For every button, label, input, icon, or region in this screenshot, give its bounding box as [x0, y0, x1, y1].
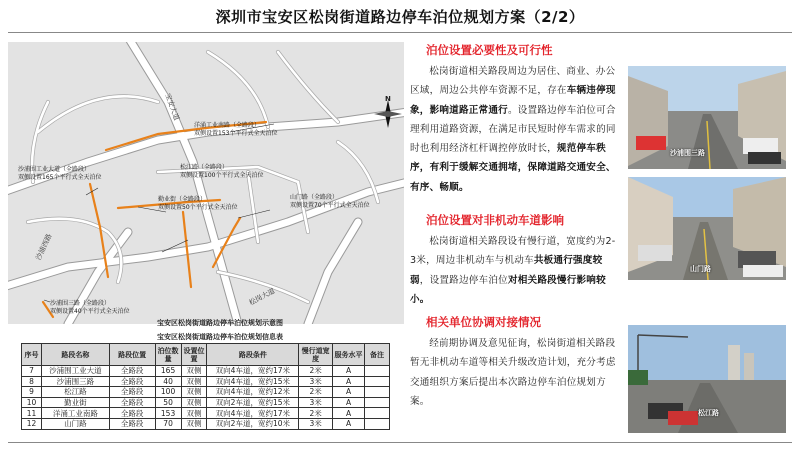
table-header: 路段位置	[109, 344, 155, 366]
table-cell: 9	[22, 387, 42, 398]
section-heading-coordination: 相关单位协调对接情况	[426, 315, 541, 329]
table-cell: 山门路	[41, 418, 109, 429]
table-cell: 双侧	[181, 408, 207, 419]
map-caption: 宝安区松岗街道路边停车泊位规划示意图	[157, 319, 283, 327]
table-cell	[365, 397, 390, 408]
bottom-divider	[8, 442, 792, 443]
table-cell: 100	[155, 387, 181, 398]
table-cell: 双侧	[181, 418, 207, 429]
table-cell: 全路段	[109, 366, 155, 377]
label-qinye: 勤业街（全路段） 双侧设置50个平行式全天泊位	[158, 196, 238, 211]
table-cell: 双侧	[181, 376, 207, 387]
table-cell: 全路段	[109, 418, 155, 429]
compass	[374, 100, 402, 128]
table-cell: 全路段	[109, 376, 155, 387]
table-cell: 双侧	[181, 387, 207, 398]
road-name-songgang: 松岗大道	[247, 286, 277, 308]
map-roads	[8, 42, 404, 324]
photo-caption: 山门路	[690, 265, 711, 273]
table-row	[22, 408, 390, 419]
table-cell: 2米	[299, 408, 333, 419]
table-cell: A	[333, 408, 365, 419]
table-cell: 双向4车道，宽约15米	[207, 376, 299, 387]
parking-info-table	[21, 343, 390, 430]
table-cell	[365, 418, 390, 429]
road-name-baoan: 宝安大道	[163, 92, 181, 122]
title-divider	[8, 32, 792, 33]
table-cell	[365, 366, 390, 377]
table-cell: A	[333, 366, 365, 377]
table-cell: 双向2车道，宽约15米	[207, 397, 299, 408]
body-text: 松岗街道相关路段周边为居住、商业、办公区域，周边公共停车资源不足，存在	[410, 66, 616, 97]
section-heading-nonmotor: 泊位设置对非机动车道影响	[426, 213, 564, 227]
table-cell: 11	[22, 408, 42, 419]
label-shapuwei-gongye: 沙浦围工业大道（全路段） 双侧设置165个平行式全天泊位	[18, 166, 102, 181]
table-cell: 全路段	[109, 397, 155, 408]
table-cell: 双向4车道，宽约17米	[207, 408, 299, 419]
table-cell: 全路段	[109, 387, 155, 398]
table-cell: 50	[155, 397, 181, 408]
table-header: 序号	[22, 344, 42, 366]
section-heading-necessity: 泊位设置必要性及可行性	[426, 43, 553, 57]
body-text: 松岗街道相关路段设有慢行道，宽度约为2-3米，周边非机动车与机动车	[410, 236, 616, 267]
table-cell: 沙浦围三路	[41, 376, 109, 387]
table-cell	[365, 408, 390, 419]
photo-songjiang	[628, 325, 786, 433]
table-cell: 70	[155, 418, 181, 429]
body-text: 经前期协调及意见征询，松岗街道相关路段暂无非机动车道等相关升级改造计划，充分考虑交通组织方案后提出本次路边停车泊位规划方案。	[410, 338, 616, 407]
table-cell: 165	[155, 366, 181, 377]
table-row	[22, 376, 390, 387]
road-name-shapuxi: 沙浦西路	[34, 232, 54, 262]
body-text: ，设置路边停车泊位	[419, 274, 508, 286]
table-header: 备注	[365, 344, 390, 366]
table-cell: 双向4车道，宽约12米	[207, 387, 299, 398]
table-row	[22, 366, 390, 377]
photo-shanmen	[628, 177, 786, 280]
photo-caption: 沙浦围三路	[670, 149, 705, 157]
table-cell: 3米	[299, 397, 333, 408]
section-body-necessity	[410, 62, 620, 197]
table-header: 慢行道宽度	[299, 344, 333, 366]
emphasis-text: 规范停车秩序，有利于缓解交通拥堵，保障道路交通安全、有序、畅顺。	[410, 143, 616, 193]
table-cell: 双侧	[181, 366, 207, 377]
table-cell: 双侧	[181, 397, 207, 408]
table-cell: A	[333, 376, 365, 387]
table-row	[22, 397, 390, 408]
table-header-row	[22, 344, 390, 366]
table-cell: 10	[22, 397, 42, 408]
emphasis-text: 对相关路段慢行影响较小。	[410, 274, 606, 305]
label-yangyong: 洋涌工业南路（全路段） 双侧设置153个平行式全天泊位	[194, 122, 278, 137]
section-body-coordination	[410, 334, 620, 411]
table-cell: 沙浦围工业大道	[41, 366, 109, 377]
table-cell	[365, 376, 390, 387]
table-cell: 153	[155, 408, 181, 419]
table-row	[22, 387, 390, 398]
table-cell: 40	[155, 376, 181, 387]
table-cell: 松江路	[41, 387, 109, 398]
table-header: 路段名称	[41, 344, 109, 366]
table-cell: 3米	[299, 418, 333, 429]
page-title: 深圳市宝安区松岗街道路边停车泊位规划方案（2/2）	[215, 8, 585, 26]
table-caption: 宝安区松岗街道路边停车泊位规划信息表	[157, 333, 283, 341]
section-body-nonmotor	[410, 232, 620, 309]
compass-north-label: N	[385, 95, 391, 103]
table-cell: A	[333, 418, 365, 429]
table-header: 设置位置	[181, 344, 207, 366]
table-cell: A	[333, 387, 365, 398]
table-row	[22, 418, 390, 429]
table-cell: 全路段	[109, 408, 155, 419]
table-header: 泊位数量	[155, 344, 181, 366]
table-cell: 双向4车道，宽约17米	[207, 366, 299, 377]
photo-shapuwei-3	[628, 66, 786, 169]
table-cell: 7	[22, 366, 42, 377]
label-shanmen: 山门路（全路段） 双侧设置70个平行式全天泊位	[290, 194, 370, 209]
photo-caption: 松江路	[698, 409, 719, 417]
table-cell: 8	[22, 376, 42, 387]
table-cell: A	[333, 397, 365, 408]
table-header: 路段条件	[207, 344, 299, 366]
table-cell: 3米	[299, 376, 333, 387]
table-cell: 12	[22, 418, 42, 429]
table-cell: 洋涌工业南路	[41, 408, 109, 419]
table-cell	[365, 387, 390, 398]
table-header: 服务水平	[333, 344, 365, 366]
table-cell: 勤业街	[41, 397, 109, 408]
label-shapuwei-3: 沙浦围三路（全路段） 双侧设置40个平行式全天泊位	[50, 300, 130, 315]
emphasis-text: 共板通行强度较弱	[410, 255, 603, 286]
table-cell: 2米	[299, 366, 333, 377]
body-text: 。设置路边停车泊位可合理利用道路资源，在满足市民短时停车需求的同时也利用经济杠杆调控停放时长，	[410, 104, 616, 155]
table-cell: 2米	[299, 387, 333, 398]
label-songjiang: 松江路（全路段） 双侧设置100个平行式全天泊位	[180, 164, 264, 179]
table-cell: 双向2车道，宽约10米	[207, 418, 299, 429]
parking-plan-map	[8, 42, 404, 324]
emphasis-text: 车辆违停现象，影响道路正常通行	[410, 85, 616, 116]
